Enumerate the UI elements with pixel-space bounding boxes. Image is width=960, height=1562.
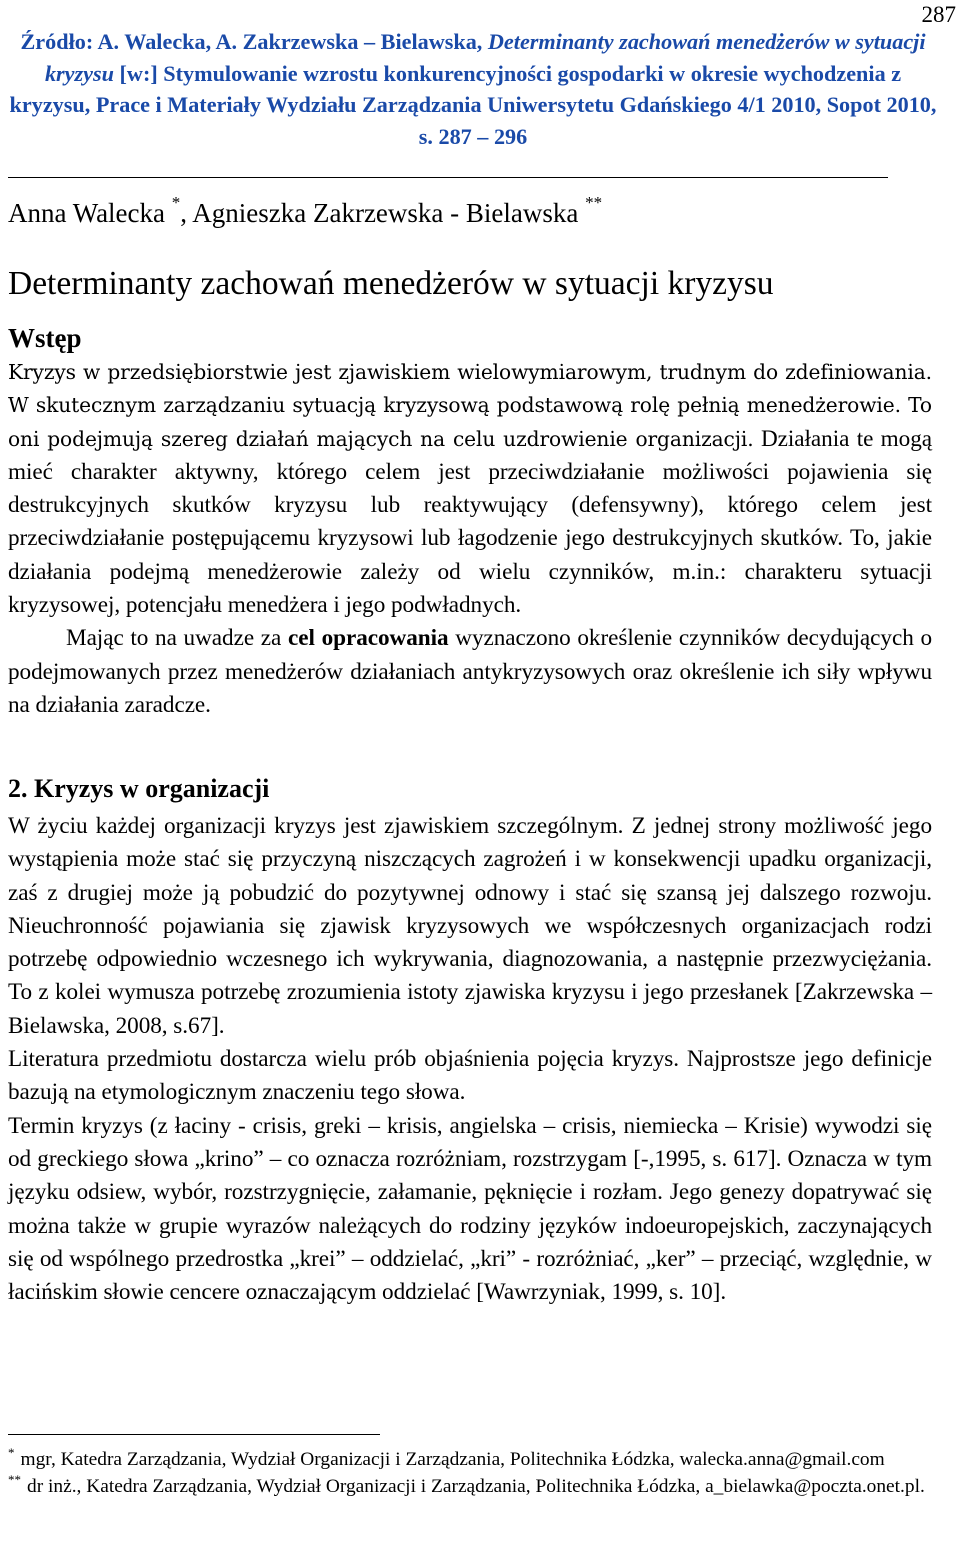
article-title: Determinanty zachowań menedżerów w sytuacji kryzysu [8,265,774,302]
section-crisis-in-organization [8,770,932,1309]
source-citation [8,26,938,152]
section2-paragraph-2: Literatura przedmiotu dostarcza wielu prób objaśnienia pojęcia kryzys. Najprostsze jego definicje bazują na etymologicznym znaczeniu tego słowa. [8,1046,932,1106]
footnote-divider [8,1434,380,1435]
source-title: Determinanty zachowań menedżerów w sytuacji kryzysu [44,29,926,86]
footnote-2 [8,1471,932,1501]
footnote-text-1: mgr, Katedra Zarządzania, Wydział Organizacji i Zarządzania, Politechnika Łódzka, walecka.anna@gmail.com [20,1449,885,1470]
intro-paragraph-2-after: wyznaczono określenie czynników decydujących o podejmowanych przez menedżerów działaniach antykryzysowych oraz określenie ich siły wpływu na działania zaradcze. [8,625,932,718]
footnote-mark-1: * [8,1445,15,1460]
source-prefix: Źródło: A. Walecka, A. Zakrzewska – Bielawska, [20,29,488,54]
page-number: 287 [921,2,956,27]
intro-paragraph-1-rest: Działania te mogą mieć charakter aktywny, którego celem jest przeciwdziałanie możliwości pojawienia się destrukcyjnych skutków kryzysu lub reaktywujący (defensywny), którego celem jest przeciwdziałanie postępującemu kryzysowi lub łagodzenie jego destrukcyjnych skutków. To, jakie działania podejmą menedżerowie zależy od wielu czynników, m.in.: charakteru sytuacji kryzysowej, potencjału menedżera i jego podwładnych. [8,425,932,619]
author-footnote-mark-1: * [171,193,181,212]
intro-paragraph-2-before: Mając to na uwadze za [66,625,288,652]
author-footnote-mark-2: ** [585,193,603,212]
footnote-mark-2: ** [8,1471,21,1487]
author-name-1: Anna Walecka [8,198,172,228]
source-details: [w:] Stymulowanie wzrostu konkurencyjności gospodarki w okresie wychodzenia z kryzysu, Prace i Materiały Wydziału Zarządzania Uniwersytetu Gdańskiego 4/1 2010, Sopot 2010, s. 287 – 296 [9,60,937,149]
author-name-2: , Agnieszka Zakrzewska - Bielawska [180,198,586,228]
section-introduction [8,320,932,722]
header-divider [8,177,888,178]
footnotes [8,1447,932,1500]
intro-paragraph-1 [8,356,932,622]
section-heading-intro: Wstęp [8,323,82,353]
section-heading-2: 2. Kryzys w organizacji [8,774,270,803]
intro-paragraph-1-lead: Kryzys w przedsiębiorstwie jest zjawiskiem wielowymiarowym, trudnym do zdefiniowania. W skutecznym zarządzaniu sytuacją kryzysową podstawową rolę pełnią menedżerowie. To oni podejmują szereg działań mających na celu uzdrowienie organizacji. [8,360,932,451]
intro-paragraph-2 [8,622,932,722]
section2-paragraph-1: W życiu każdej organizacji kryzys jest zjawiskiem szczególnym. Z jednej strony możliwość jego wystąpienia może stać się przyczyną niszczących zagrożeń i w konsekwencji upadku organizacji, zaś z drugiej może ją pobudzić do pozytywnej odnowy i stać się szansą jej dalszego rozwoju. Nieuchronność pojawiania się zjawisk kryzysowych we współczesnych organizacjach rodzi potrzebę odpowiednio wczesnego ich wykrywania, diagnozowania, a następnie przezwyciężania. To z kolei wymusza potrzebę zrozumienia istoty zjawiska kryzysu i jego przesłanek [Zakrzewska – Bielawska, 2008, s.67]. [8,813,932,1039]
intro-paragraph-2-bold: cel opracowania [287,625,449,652]
footnote-1 [8,1447,932,1474]
section2-paragraph-3: Termin kryzys (z łaciny - crisis, greki – krisis, angielska – crisis, niemiecka – Krisie) wywodzi się od greckiego słowa „krino” – co oznacza rozróżniam, rozstrzygam [-,1995, s. 617]. Oznacza w tym języku odsiew, wybór, rozstrzygnięcie, załamanie, pęknięcie i rozłam. Jego genezy dopatrywać się można także w grupie wyrazów należących do rodziny języków indoeuropejskich, zaczynających się od wspólnego przedrostka „krei” – oddzielać, „kri” - rozróżniać, „ker” – przeciąć, względnie, w łacińskim słowie cencere oznaczającym oddzielać [Wawrzyniak, 1999, s. 10]. [8,1112,932,1306]
footnote-text-2: dr inż., Katedra Zarządzania, Wydział Organizacji i Zarządzania, Politechnika Łódzka, a_bielawka@poczta.onet.pl. [27,1475,925,1497]
authors-line [8,193,603,230]
